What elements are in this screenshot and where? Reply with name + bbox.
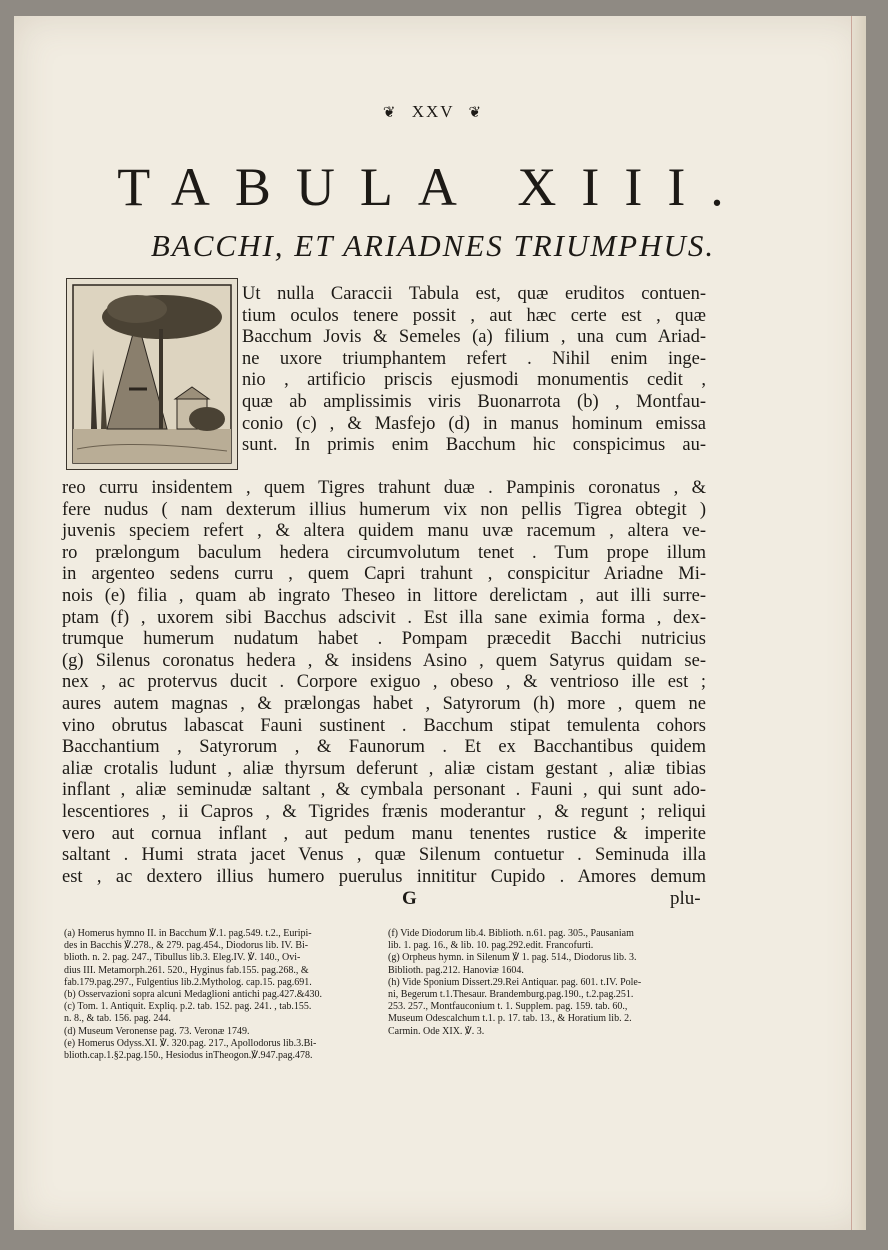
text-line: sunt. In primis enim Bacchum hic conspicimus au- [242,435,706,456]
footnote: (d) Museum Veronense pag. 73. Veronæ 1749. [64,1025,250,1037]
body-paragraph-opening [242,284,706,457]
footnote: blioth. n. 2. pag. 247., Tibullus lib.3. Eleg.IV. ℣. 140., Ovi- [64,952,301,964]
page-edge [851,16,866,1230]
book-page [14,16,866,1230]
footnotes-right [388,928,718,1038]
catchword: plu- [670,888,701,909]
text-line: juvenis speciem refert , & altera quidem manu uvæ racemum , altera ve- [62,521,706,542]
footnote: 253. 257., Montfauconium t. 1. Supplem. pag. 159. tab. 60., [388,1001,628,1013]
text-line: (g) Silenus coronatus hedera , & insidens Asino , quem Satyrus quidam se- [62,650,706,671]
plate-title: TABULA XIII. [117,157,749,217]
ornament-left-icon: ❦ [382,105,398,121]
footnote: lib. 1. pag. 16., & lib. 10. pag.292.edit. Francofurti. [388,940,594,952]
text-line: ro prælongum baculum hedera circumvolutum tenet . Tum prope illum [62,542,706,563]
footnote: blioth.cap.1.§2.pag.150., Hesiodus inTheogon.℣.947.pag.478. [64,1050,313,1062]
text-line: quæ ab amplissimis viris Buonarrota (b) , Montfau- [242,391,706,412]
text-line: tium oculos tenere possit , aut hæc certe est , quæ [242,305,706,326]
footnotes-left [64,928,384,1062]
footnote: (f) Vide Diodorum lib.4. Biblioth. n.61. pag. 305., Pausaniam [388,928,634,939]
footnote: (h) Vide Sponium Dissert.29.Rei Antiquar. pag. 601. t.IV. Pole- [388,976,642,988]
footnote: fab.179.pag.297., Fulgentius lib.2.Mytholog. cap.15. pag.691. [64,976,312,988]
text-line: ptam (f) , uxorem sibi Bacchus adscivit . Est illa sane eximia forma , dex- [62,607,706,628]
ornament-right-icon: ❦ [468,105,484,121]
text-line: vero aut cornua inflant , aut pedum manu tenentes rustice & imperite [62,823,706,844]
text-line: vino obrutus labascat Fauni sustinent . Bacchum stipat temulenta cohors [62,715,706,736]
footnote: ni, Begerum t.1.Thesaur. Brandemburg.pag.190., t.2.pag.251. [388,989,634,1001]
page-number: XXV [411,102,455,121]
engraved-initial-vignette [66,278,238,470]
footnote: (a) Homerus hymno II. in Bacchum ℣.1. pag.549. t.2., Euripi- [64,928,312,939]
text-line: Bacchantium , Satyrorum , & Faunorum . Et ex Bacchantibus quidem [62,737,706,758]
footnote: (b) Osservazioni sopra alcuni Medaglioni antichi pag.427.&430. [64,989,322,1001]
text-line: nex , ac protervus ducit . Corpore exiguo , obeso , & ventrioso ille est ; [62,672,706,693]
signature-mark: G [402,888,417,909]
footnote: (c) Tom. 1. Antiquit. Expliq. p.2. tab. 152. pag. 241. , tab.155. [64,1001,312,1013]
text-line: inflant , aliæ seminudæ saltant , & cymbala personant . Fauni , qui sunt ado- [62,780,706,801]
footnote: n. 8., & tab. 156. pag. 244. [64,1013,171,1025]
text-line: aliæ crotalis ludunt , aliæ thyrsum deferunt , aliæ cistam gestant , aliæ tibias [62,758,706,779]
footnote: des in Bacchis ℣.278., & 279. pag.454., Diodorus lib. IV. Bi- [64,940,309,952]
text-line: aures autem magnas , & prælongas habet , Satyrorum (h) more , quem ne [62,693,706,714]
footnote: (e) Homerus Odyss.XI. ℣. 320.pag. 217., Apollodorus lib.3.Bi- [64,1037,317,1049]
text-line: lescentiores , ii Capros , & Tigrides frænis moderantur , & regunt ; reliqui [62,801,706,822]
footnote: dius III. Metamorph.261. 520., Hyginus fab.155. pag.268., & [64,964,309,976]
page-header [14,102,852,122]
text-line: Ut nulla Caraccii Tabula est, quæ eruditos contuen- [242,284,706,304]
body-paragraph-continued [62,478,706,888]
text-line: ne uxore triumphantem refert . Nihil enim inge- [242,348,706,369]
footnote: Museum Odescalchum t.1. p. 17. tab. 13., & Horatium lib. 2. [388,1013,632,1025]
footnote: (g) Orpheus hymn. in Silenum ℣ 1. pag. 514., Diodorus lib. 3. [388,952,637,964]
text-line: saltant . Humi strata jacet Venus , quæ Silenum contuetur . Seminuda illa [62,845,706,866]
text-line: est , ac dextero illius humero puerulus innititur Cupido . Amores demum [62,866,706,887]
text-line: reo curru insidentem , quem Tigres trahunt duæ . Pampinis coronatus , & [62,478,706,498]
text-line: trumque humerum nudatum habet . Pompam præcedit Bacchi nutricius [62,629,706,650]
text-line: nio , artificio priscis ejusmodi monumentis cedit , [242,370,706,391]
footnote: Biblioth. pag.212. Hanoviæ 1604. [388,964,524,976]
text-line: nois (e) filia , quam ab ingrato Theseo in littore derelictam , aut illi surre- [62,585,706,606]
text-line: Bacchum Jovis & Semeles (a) filium , una cum Ariad- [242,327,706,348]
text-line: conio (c) , & Masfejo (d) in manus hominum emissa [242,413,706,434]
plate-subtitle: BACCHI, ET ARIADNES TRIUMPHUS. [150,228,716,263]
text-line: fere nudus ( nam dexterum illius humerum vix non pellis Tigrea obtegit ) [62,499,706,520]
footnote: Carmin. Ode XIX. ℣. 3. [388,1025,485,1037]
text-line: in argenteo sedens curru , quem Capri trahunt , conspicitur Ariadne Mi- [62,564,706,585]
